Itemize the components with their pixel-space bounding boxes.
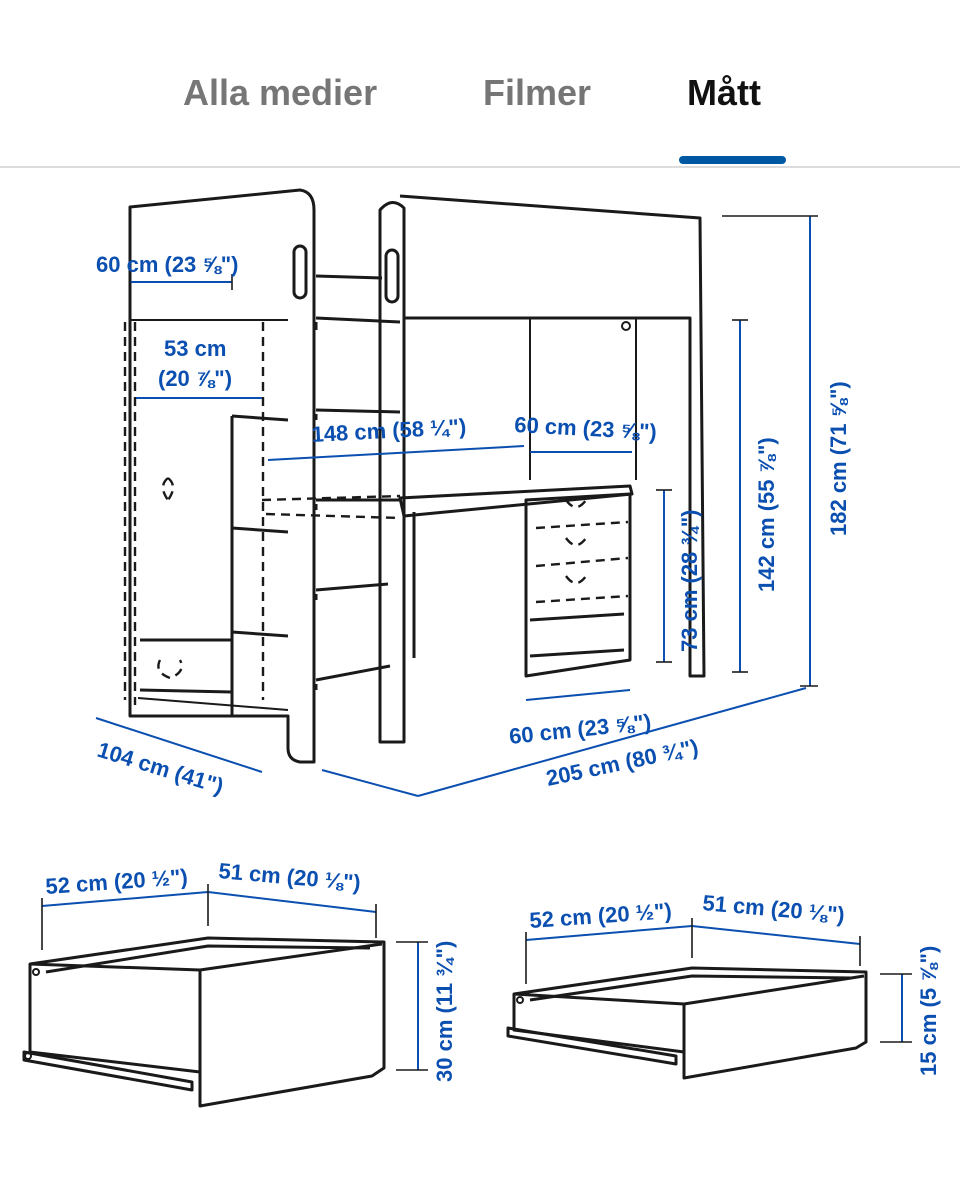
- dim-under-bed-height: 142 cm (55 ⅞"): [754, 437, 779, 592]
- dim-shelf-width: 60 cm (23 ⅝"): [96, 252, 239, 277]
- dimension-drawing: [0, 170, 960, 1177]
- dim-desk-base-width: 60 cm (23 ⅝"): [507, 709, 653, 749]
- dim-desk-top-depth: 60 cm (23 ⅝"): [513, 412, 658, 445]
- dim-desk-height: 73 cm (28 ¾"): [677, 509, 702, 652]
- bed-dimension-lines: [96, 216, 818, 796]
- tab-dimensions[interactable]: Mått: [687, 72, 761, 113]
- dim-small-drawer-depth: 51 cm (20 ⅛"): [701, 890, 846, 928]
- dim-desk-length: 148 cm (58 ¼"): [310, 413, 467, 447]
- small-drawer-illustration: [508, 968, 866, 1078]
- tab-films[interactable]: Filmer: [483, 72, 592, 113]
- dim-large-drawer-height: 30 cm (11 ¾"): [432, 940, 457, 1082]
- dim-wardrobe-width: 53 cm: [164, 336, 227, 361]
- dim-wardrobe-width-inches: (20 ⅞"): [158, 366, 233, 391]
- dim-total-height: 182 cm (71 ⅝"): [826, 381, 851, 536]
- dim-large-drawer-width: 52 cm (20 ½"): [44, 864, 189, 899]
- media-tab-bar: [0, 0, 960, 168]
- large-drawer-illustration: [24, 938, 384, 1106]
- tab-all-media[interactable]: Alla medier: [183, 72, 378, 113]
- active-tab-indicator: [679, 156, 786, 164]
- dim-depth: 104 cm (41"): [94, 736, 227, 799]
- dim-small-drawer-width: 52 cm (20 ½"): [528, 898, 673, 933]
- large-drawer-dimension-lines: [42, 884, 428, 1070]
- dim-small-drawer-height: 15 cm (5 ⅞"): [916, 945, 941, 1076]
- dim-large-drawer-depth: 51 cm (20 ⅛"): [217, 858, 362, 896]
- small-drawer-dimension-lines: [526, 918, 912, 1042]
- dim-total-length: 205 cm (80 ¾"): [543, 734, 701, 791]
